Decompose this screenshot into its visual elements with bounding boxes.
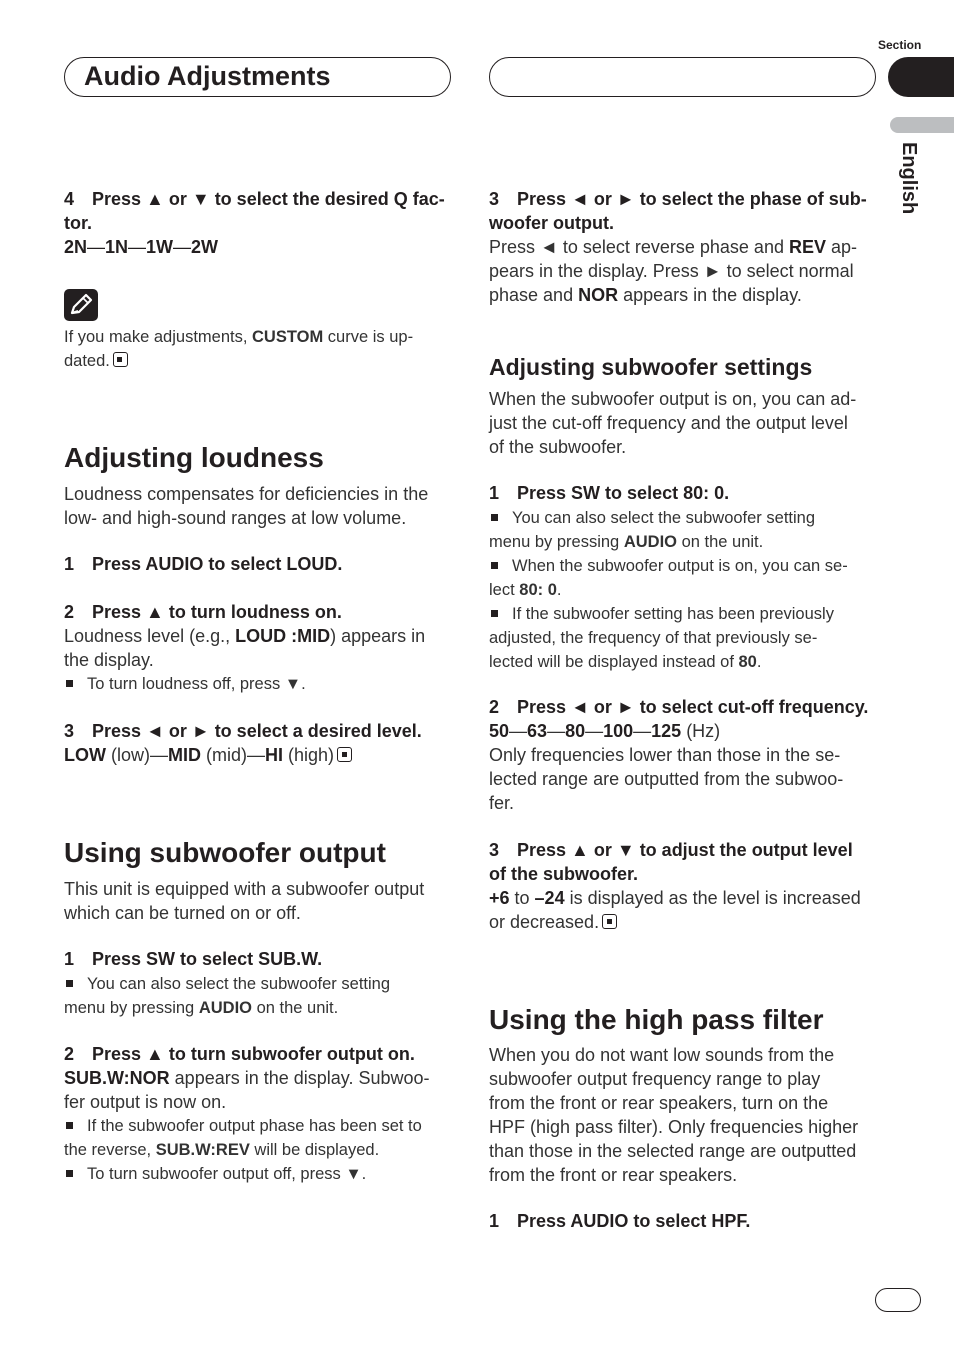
- loudness-step-3: 3 Press ◄ or ► to select a desired level.: [64, 721, 422, 741]
- settings-step-3: 3 Press ▲ or ▼ to adjust the output level of the subwoofer.: [489, 840, 853, 884]
- page-title: Audio Adjustments: [84, 61, 331, 91]
- section-number-tab: [888, 57, 954, 97]
- bullet-square-icon: [66, 1170, 73, 1177]
- phase-step-3: 3 Press ◄ or ► to select the phase of sub- woofer output.: [489, 189, 867, 233]
- subwoofer-step-1: 1 Press SW to select SUB.W.: [64, 949, 323, 969]
- subwoofer-step-2: 2 Press ▲ to turn subwoofer output on.: [64, 1044, 415, 1064]
- end-mark-icon: [113, 352, 128, 367]
- bullet-square-icon: [491, 514, 498, 521]
- loudness-off-bullet: To turn loudness off, press ▼.: [64, 672, 306, 696]
- note-pencil-icon: [64, 289, 98, 321]
- bullet-square-icon: [491, 610, 498, 617]
- bullet-square-icon: [66, 980, 73, 987]
- bullet-square-icon: [66, 1122, 73, 1129]
- header-pill-right: [489, 57, 876, 97]
- hpf-step-1: 1 Press AUDIO to select HPF.: [489, 1211, 751, 1231]
- subwoofer-settings-intro: When the subwoofer output is on, you can ad- just the cut-off frequency and the output level of the subwoofer.: [489, 389, 857, 457]
- section-label: Section: [878, 38, 922, 52]
- end-mark-icon: [337, 747, 352, 762]
- bullet-square-icon: [66, 680, 73, 687]
- phase-step-3-text: Press ◄ to select reverse phase and REV ap- pears in the display. Press ► to select normal phase and NOR appears in the display.: [489, 237, 858, 305]
- heading-using-subwoofer-output: Using subwoofer output: [64, 837, 386, 868]
- loudness-step-2: 2 Press ▲ to turn loudness on.: [64, 602, 342, 622]
- settings-step-2-text: Only frequencies lower than those in the se- lected range are outputted from the subwoo- fer.: [489, 745, 844, 813]
- frequency-sequence: 50—63—80—100—125 (Hz): [489, 721, 721, 741]
- loudness-intro: Loudness compensates for deficiencies in the low- and high-sound ranges at low volume.: [64, 484, 429, 528]
- subwoofer-step-2-text: SUB.W:NOR appears in the display. Subwoo- fer output is now on.: [64, 1068, 430, 1112]
- settings-step-1: 1 Press SW to select 80: 0.: [489, 483, 730, 503]
- bullet-square-icon: [491, 562, 498, 569]
- end-mark-icon: [602, 914, 617, 929]
- hpf-intro: When you do not want low sounds from the subwoofer output frequency range to play from the front or rear speakers, turn on the HPF (high pass filter). Only frequencies higher than those in the selected range are outputted from the front or rear speakers.: [489, 1045, 859, 1185]
- language-tab-bar: [890, 117, 954, 133]
- q-factor-step: 4 Press ▲ or ▼ to select the desired Q fac- tor.: [64, 189, 445, 233]
- loudness-step-2-text: Loudness level (e.g., LOUD :MID) appears in the display.: [64, 626, 426, 670]
- loudness-levels: LOW (low)—MID (mid)—HI (high): [64, 743, 352, 767]
- settings-step-1-bullets: You can also select the subwoofer setting menu by pressing AUDIO on the unit. When the subwoofer output is on, you can se- lect 80: 0. If the subwoofer setting has been previously adjusted, the frequency of that previously se- lected will be displayed instead of 80.: [489, 509, 848, 671]
- note-text: If you make adjustments, CUSTOM curve is up- dated.: [64, 328, 414, 370]
- language-label: English: [898, 142, 920, 215]
- heading-adjusting-loudness: Adjusting loudness: [64, 442, 324, 473]
- page-number-pill: [875, 1288, 921, 1312]
- subwoofer-step-1-bullet: You can also select the subwoofer setting menu by pressing AUDIO on the unit.: [64, 975, 391, 1017]
- subwoofer-intro: This unit is equipped with a subwoofer output which can be turned on or off.: [64, 879, 425, 923]
- q-factor-sequence: 2N—1N—1W—2W: [64, 237, 219, 257]
- heading-using-high-pass-filter: Using the high pass filter: [489, 1004, 824, 1035]
- loudness-step-1: 1 Press AUDIO to select LOUD.: [64, 554, 343, 574]
- settings-step-2: 2 Press ◄ or ► to select cut-off frequency.: [489, 697, 869, 717]
- subwoofer-step-2-bullets: If the subwoofer output phase has been set to the reverse, SUB.W:REV will be displayed. To turn subwoofer output off, press ▼.: [64, 1117, 422, 1183]
- heading-adjusting-subwoofer-settings: Adjusting subwoofer settings: [489, 354, 813, 380]
- settings-step-3-text: +6 to –24 is displayed as the level is increased or decreased.: [489, 888, 861, 932]
